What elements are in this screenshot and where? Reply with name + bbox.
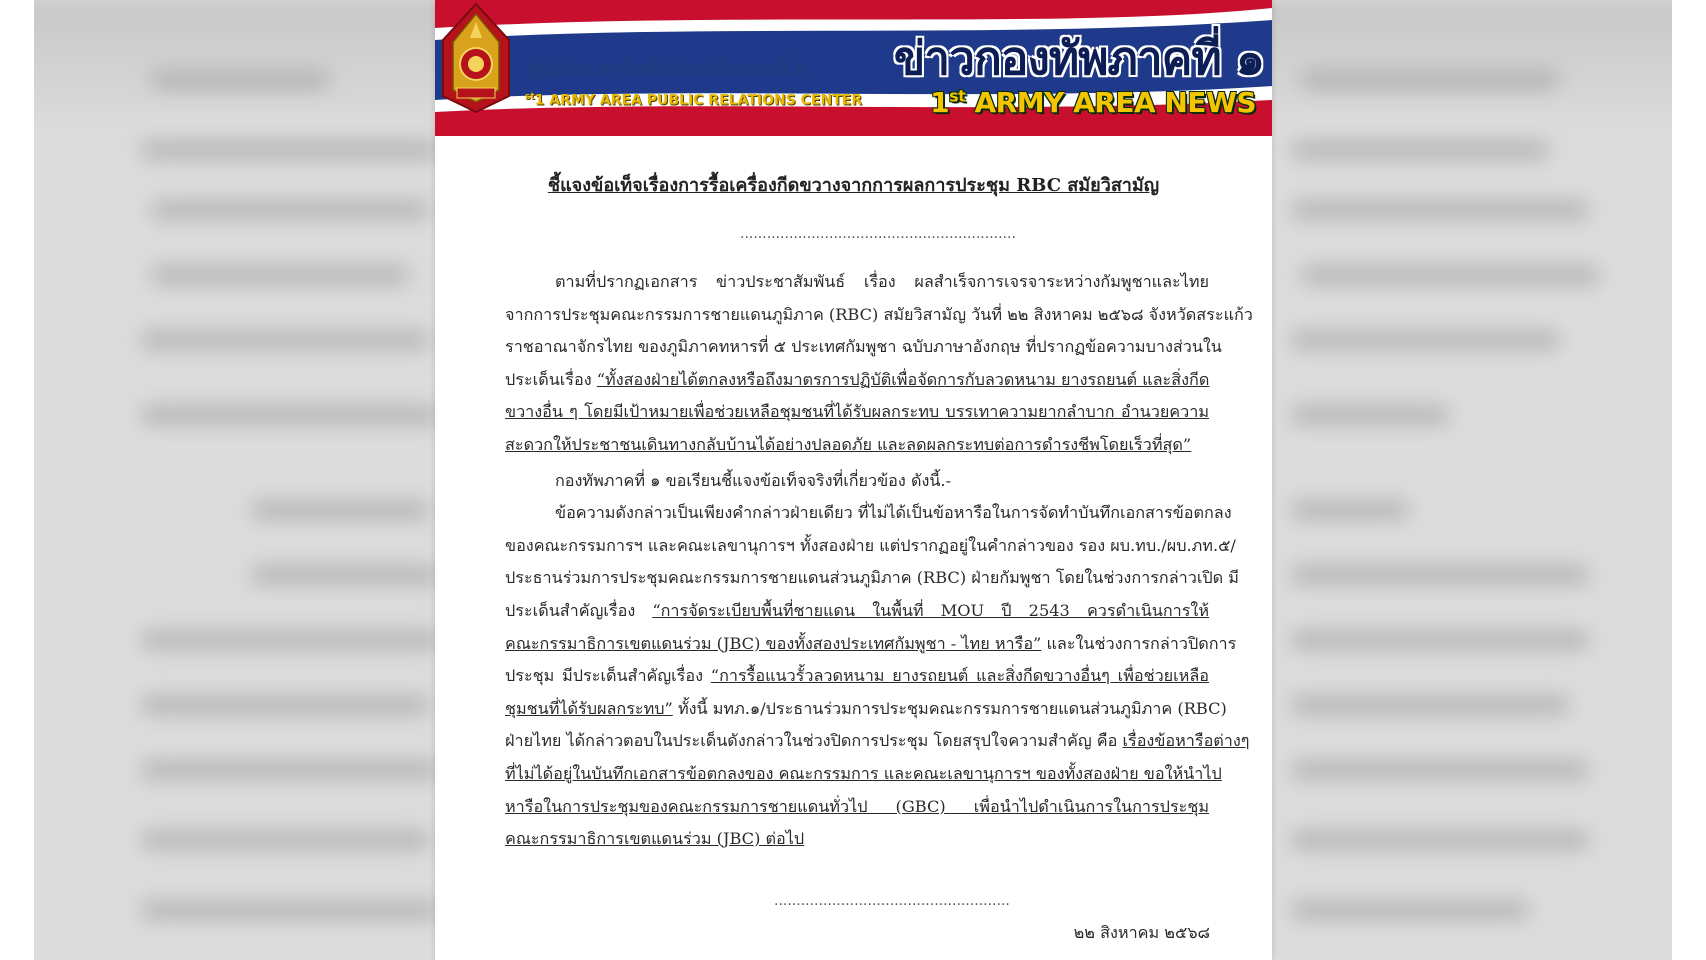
paragraph3-line7 [505, 693, 1227, 726]
paragraph3-line6-quote: “การรื้อแนวรั้วลวดหนาม ยางรถยนต์ และสิ่งกีดขวางอื่นๆ เพื่อช่วยเหลือ [710, 666, 1209, 686]
separator-bottom: ..................................................... [774, 893, 1010, 909]
paragraph1-line1: ตามที่ปรากฏเอกสาร ข่าวประชาสัมพันธ์ เรื่อง ผลสำเร็จการเจรจาระหว่างกัมพูชาและไทย [555, 272, 1209, 291]
paragraph3-line7-tail: ทั้งนี้ มทภ.๑/ประธานร่วมการประชุมคณะกรรมการชายแดนส่วนภูมิภาค (RBC) [672, 698, 1227, 718]
right-edge [1672, 0, 1706, 960]
paragraph3-line7-quote: ชุมชนที่ได้รับผลกระทบ” [505, 698, 673, 718]
paragraph3-line4-quote: “การจัดระเบียบพื้นที่ชายแดน ในพื้นที่ MOU ปี 2543 ควรดำเนินการให้ [652, 600, 1209, 620]
paragraph3-line9: ที่ไม่ได้อยู่ในบันทึกเอกสารข้อตกลงของ คณะกรรมการ และคณะเลขานุการฯ ของทั้งสองฝ่าย ขอให้นำไป [505, 763, 1222, 783]
news-title-thai: ข่าวกองทัพภาคที่ ๑ [893, 31, 1264, 85]
document-body [505, 266, 1253, 856]
paragraph3-line8-lead: ฝ่ายไทย ได้กล่าวตอบในประเด็นดังกล่าวในช่วงปิดการประชุม โดยสรุปใจความสำคัญ คือ [505, 731, 1123, 751]
pr-center-name-thai: ศูนย์ประชาสัมพันธ์กองทัพภาคที่ ๑ [528, 58, 806, 80]
paragraph1-quote-line1: “ทั้งสองฝ่ายได้ตกลงหรือถึงมาตรการปฏิบัติเพื่อจัดการกับลวดหนาม ยางรถยนต์ และสิ่งกีด [596, 369, 1210, 389]
pr-center-name-superscript: st [525, 92, 535, 102]
left-edge [0, 0, 34, 960]
separator-top: .............................................................. [740, 226, 1016, 242]
paragraph2: กองทัพภาคที่ ๑ ขอเรียนชี้แจงข้อเท็จจริงที่เกี่ยวข้อง ดังนี้.- [555, 470, 952, 490]
paragraph3-line3: ประธานร่วมการประชุมคณะกรรมการชายแดนส่วนภูมิภาค (RBC) ฝ่ายกัมพูชา โดยในช่วงการกล่าวเปิด มี [505, 568, 1239, 588]
paragraph3-line10: หารือในการประชุมของคณะกรรมการชายแดนทั่วไป (GBC) เพื่อนำไปดำเนินการในการประชุม [505, 796, 1209, 816]
document-title: ชี้แจงข้อเท็จเรื่องการรื้อเครื่องกีดขวางจากการผลการประชุม RBC สมัยวิสามัญ [547, 175, 1160, 196]
paragraph3-line2: ของคณะกรรมการฯ และคณะเลขานุการฯ ทั้งสองฝ่าย แต่ปรากฏอยู่ในคำกล่าวของ รอง ผบ.ทบ./ผบ.ภท.๕/ [505, 535, 1236, 555]
paragraph1-quote-line3: สะดวกให้ประชาชนเดินทางกลับบ้านได้อย่างปลอดภัย และลดผลกระทบต่อการดำรงชีพโดยเร็วที่สุด” [505, 434, 1192, 454]
paragraph1-line3: ราชอาณาจักรไทย ของภูมิภาคทหารที่ ๕ ประเทศกัมพูชา ฉบับภาษาอังกฤษ ที่ปรากฏข้อความบางส่วนใน [505, 337, 1222, 357]
paragraph1-line2: จากการประชุมคณะกรรมการชายแดนภูมิภาค (RBC) สมัยวิสามัญ วันที่ ๒๒ สิงหาคม ๒๕๖๘ จังหวัดสระแก้ว [505, 304, 1253, 324]
press-release-document [435, 0, 1272, 960]
paragraph3-line4-lead: ประเด็นสำคัญเรื่อง [505, 600, 653, 620]
paragraph3-line6-lead: ประชุม มีประเด็นสำคัญเรื่อง [505, 666, 711, 686]
pr-center-name-english-text: 1 ARMY AREA PUBLIC RELATIONS CENTER [534, 92, 863, 109]
paragraph3-line8 [505, 725, 1250, 758]
paragraph3-line5-tail: และในช่วงการกล่าวปิดการ [1041, 633, 1237, 653]
news-banner [435, 0, 1272, 136]
news-title-english-text: ARMY AREA NEWS [974, 86, 1256, 119]
news-title-english-prefix: 1 [930, 86, 950, 119]
paragraph3-line5 [505, 628, 1237, 661]
paragraph3-line11: คณะกรรมาธิการเขตแดนร่วม (JBC) ต่อไป [505, 829, 805, 849]
paragraph3-line1: ข้อความดังกล่าวเป็นเพียงคำกล่าวฝ่ายเดียว ที่ไม่ได้เป็นข้อหารือในการจัดทำบันทึกเอกสารข้อตกลง [555, 503, 1232, 523]
news-title-english [930, 86, 1256, 119]
paragraph3-line8-quote: เรื่องข้อหารือต่างๆ [1122, 731, 1250, 751]
pr-center-name-english [525, 92, 862, 109]
paragraph3-line5-quote: คณะกรรมาธิการเขตแดนร่วม (JBC) ของทั้งสองประเทศกัมพูชา - ไทย หารือ” [505, 633, 1042, 653]
document-date: ๒๒ สิงหาคม ๒๕๖๘ [1073, 923, 1210, 942]
news-title-superscript: st [949, 86, 966, 106]
paragraph1-quote-line2: ขวางอื่น ๆ โดยมีเป้าหมายเพื่อช่วยเหลือชุมชนที่ได้รับผลกระทบ บรรเทาความยากลำบาก อำนวยความ [505, 402, 1209, 422]
paragraph3-line6 [505, 660, 1209, 693]
paragraph1-lead: ประเด็นเรื่อง [505, 369, 597, 389]
paragraph3-line4 [505, 595, 1209, 628]
army-emblem-icon [435, 0, 517, 116]
paragraph1-line4 [505, 364, 1209, 397]
